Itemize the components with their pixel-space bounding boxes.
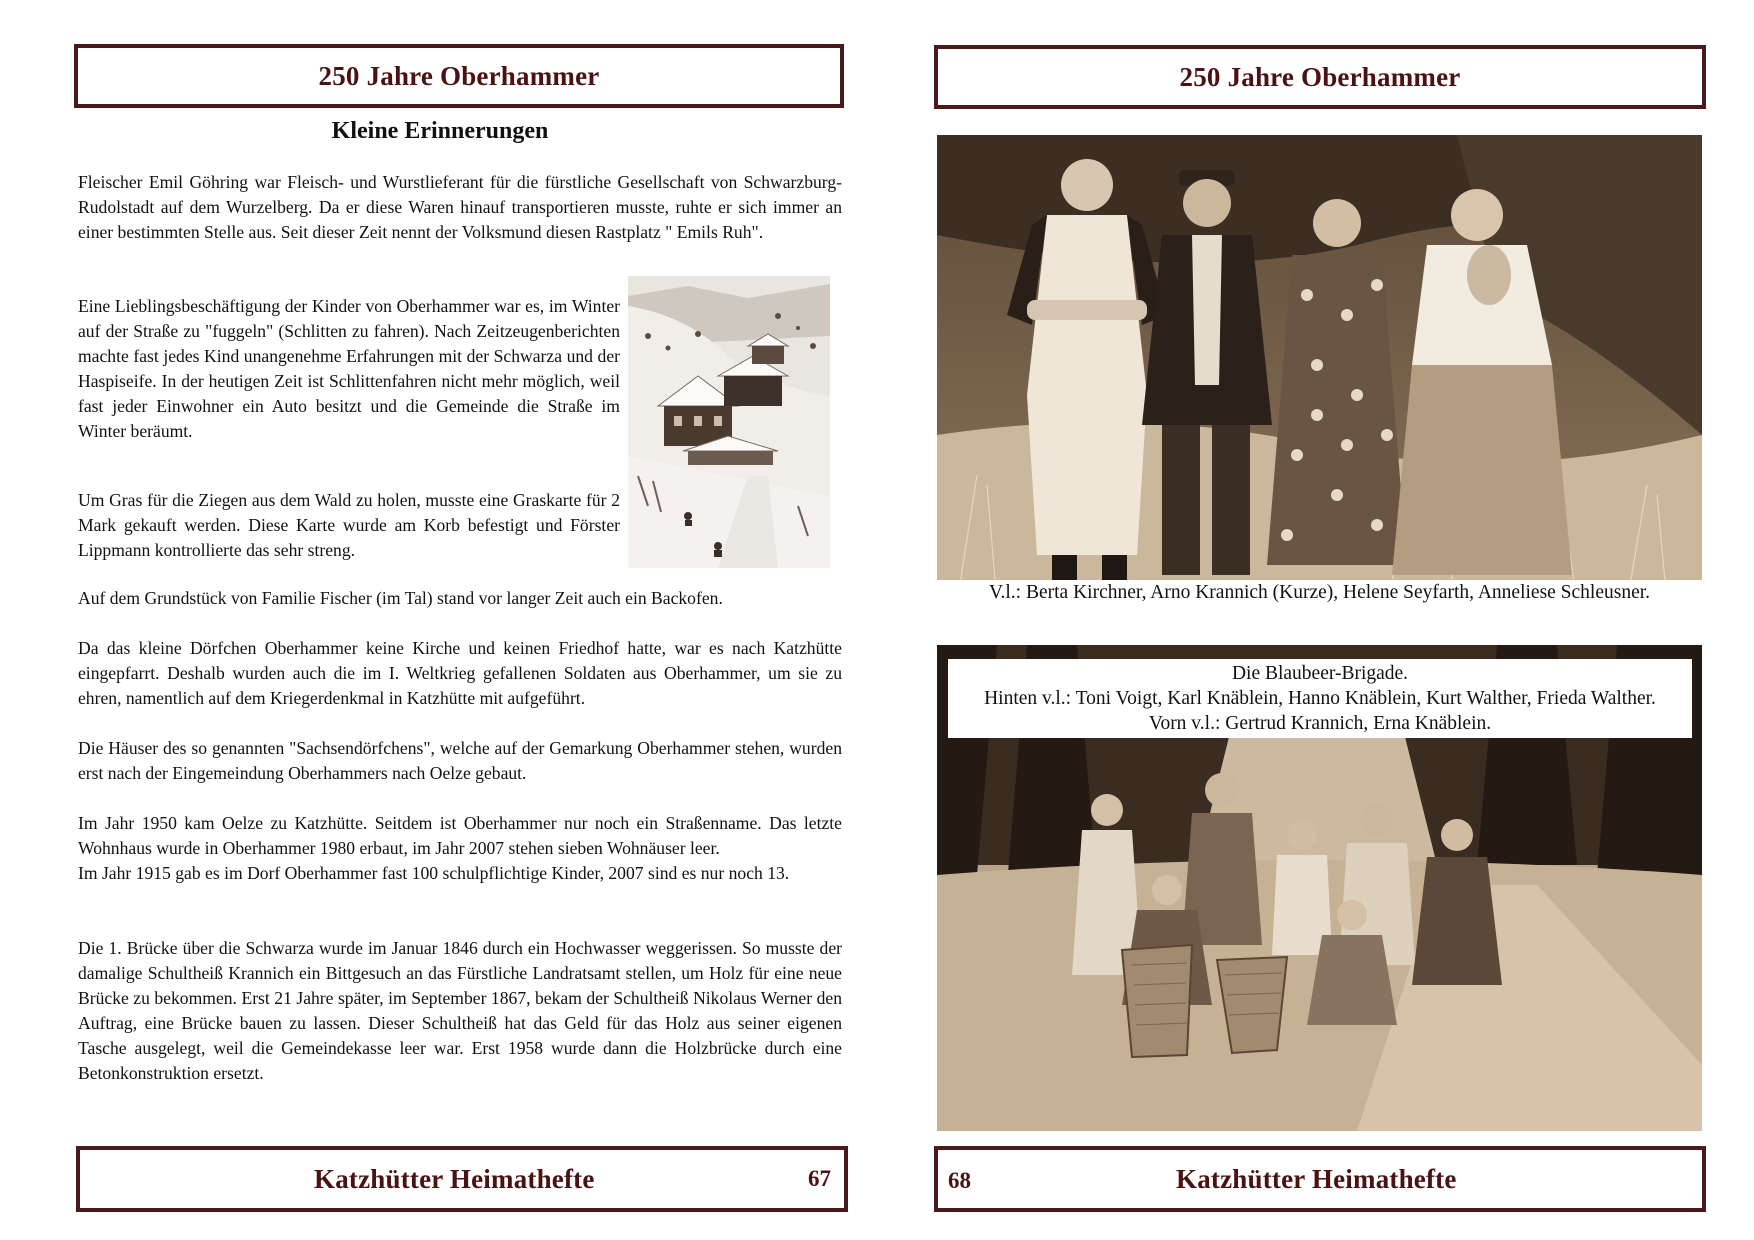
left-header-title: 250 Jahre Oberhammer (318, 60, 600, 91)
paragraph-fuggeln: Eine Lieblingsbeschäftigung der Kinder von Oberhammer war es, im Winter auf der Straße zu "fuggeln" (Schlitten zu fahren). Nach Zeitzeugenberichten machte fast jedes Kind unangenehme Erfahrungen mit der Schwarza und der Haspiseife. In der heutigen Zeit ist Schlittenfahren nicht mehr möglich, weil fast jeder Einwohner ein Auto besitzt und die Gemeinde die Straße im Winter beräumt. (78, 296, 620, 441)
paragraph-schulkinder: Im Jahr 1915 gab es im Dorf Oberhammer fast 100 schulpflichtige Kinder, 2007 sind es nur noch 13. (78, 863, 790, 883)
paragraph-sachsendoerfchen: Die Häuser des so genannten "Sachsendörfchens", welche auf der Gemarkung Oberhammer stehen, wurden erst nach der Eingemeindung Oberhammers nach Oelze gebaut. (78, 738, 842, 783)
photo2-caption-line3: Vorn v.l.: Gertrud Krannich, Erna Knäblein. (1148, 713, 1492, 734)
left-page-number: 67 (808, 1166, 831, 1191)
paragraph-graskarte: Um Gras für die Ziegen aus dem Wald zu holen, musste eine Graskarte für 2 Mark gekauft werden. Diese Karte wurde am Korb befestigt und Förster Lippmann kontrollierte das sehr streng. (78, 490, 620, 560)
paragraph-kirche: Da das kleine Dörfchen Oberhammer keine Kirche und keinen Friedhof hatte, war es nach Katzhütte eingepfarrt. Deshalb wurden auch die im I. Weltkrieg gefallenen Soldaten aus Oberhammer, um sie zu ehren, namentlich auf dem Kriegerdenkmal in Katzhütte mit aufgeführt. (78, 638, 842, 708)
right-header-title: 250 Jahre Oberhammer (1179, 61, 1461, 92)
winter-village-photo (628, 276, 830, 568)
group-photo-four-people (937, 135, 1702, 603)
paragraph-backofen: Auf dem Grundstück von Familie Fischer (im Tal) stand vor langer Zeit auch ein Backofen. (78, 588, 723, 608)
paragraph-emils-ruh: Fleischer Emil Göhring war Fleisch- und Wurstlieferant für die fürstliche Gesellschaft von Schwarzburg-Rudolstadt auf dem Wurzelberg. Da er diese Waren hinauf transportieren musste, ruhte er sich immer an einer bestimmten Stelle aus. Seit dieser Zeit nennt der Volksmund diesen Rastplatz " Emils Ruh". (78, 172, 842, 242)
left-footer-title: Katzhütter Heimathefte (314, 1163, 595, 1194)
photo2-caption-box (948, 659, 1692, 738)
photo1-caption: V.l.: Berta Kirchner, Arno Krannich (Kurze), Helene Seyfarth, Anneliese Schleusner. (937, 580, 1702, 606)
right-footer-box (934, 1146, 1706, 1212)
left-footer-box (76, 1146, 848, 1212)
photo2-caption-line2: Hinten v.l.: Toni Voigt, Karl Knäblein, Hanno Knäblein, Kurt Walther, Frieda Walther. (984, 688, 1656, 709)
right-footer-title: Katzhütter Heimathefte (1176, 1163, 1457, 1194)
paragraph-bruecke: Die 1. Brücke über die Schwarza wurde im Januar 1846 durch ein Hochwasser weggerissen. So musste der damalige Schultheiß Krannich ein Bittgesuch an das Fürstliche Landratsamt stellen, um Holz für eine neue Brücke zu bekommen. Erst 21 Jahre später, im September 1867, bekam der Schultheiß Nikolaus Werner den Auftrag, eine Brücke bauen zu lassen. Dieser Schultheiß hat das Geld für das Holz aus seiner eigenen Tasche ausgelegt, weil die Gemeindekasse leer war. Erst 1958 wurde dann die Holzbrücke durch eine Betonkonstruktion ersetzt. (78, 938, 842, 1083)
right-page-number: 68 (948, 1168, 971, 1193)
left-header-box (74, 44, 844, 108)
photo2-caption-line1: Die Blaubeer-Brigade. (1231, 663, 1409, 684)
paragraph-oelze: Im Jahr 1950 kam Oelze zu Katzhütte. Seitdem ist Oberhammer nur noch ein Straßenname. Das letzte Wohnhaus wurde in Oberhammer 1980 erbaut, im Jahr 2007 stehen sieben Wohnäuser leer. (78, 813, 842, 858)
right-header-box (934, 45, 1706, 109)
article-subtitle: Kleine Erinnerungen (331, 118, 549, 144)
